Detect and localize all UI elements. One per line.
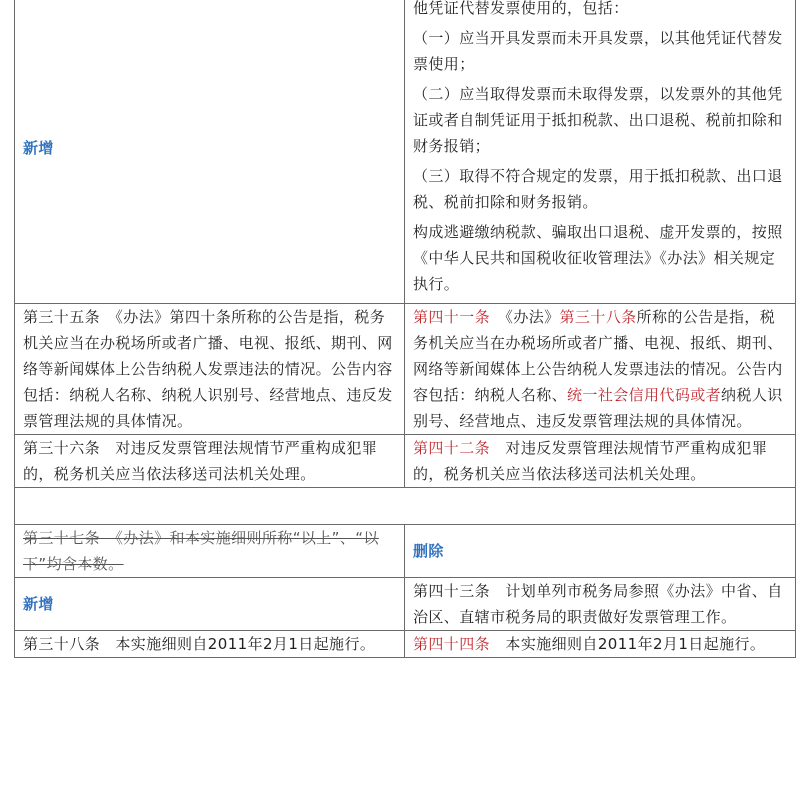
article-text: 第三十六条 对违反发票管理法规情节严重构成犯罪的，税务机关应当依法移送司法机关处理。 (23, 439, 378, 483)
right-cell (405, 435, 796, 488)
deleted-article-text: 第三十七条 《办法》和本实施细则所称“以上”、“以下”均含本数。 (23, 529, 379, 573)
article-text: 《办法》 (490, 308, 560, 326)
changed-text: 第三十八条 (559, 308, 637, 326)
article-text: 纳税人识别号、经营地点、违反发票管理法规的具体情况。 (413, 386, 783, 430)
table-row (15, 631, 796, 658)
left-cell (15, 435, 405, 488)
left-cell (15, 631, 405, 658)
article-text: 所称的公告是指，税务机关应当在办税场所或者广播、电视、报纸、期刊、网络等新闻媒体上公告纳税人发票违法的情况。公告内容包括：纳税人名称、 (413, 308, 783, 404)
left-cell (15, 304, 405, 435)
table-row (15, 0, 796, 304)
right-cell (405, 304, 796, 435)
right-cell (405, 578, 796, 631)
article-text: 本实施细则自2011年2月1日起施行。 (490, 635, 766, 653)
right-cell (405, 631, 796, 658)
deleted-label: 删除 (413, 542, 444, 560)
paragraph: （二）应当取得发票而未取得发票，以发票外的其他凭证或者自制凭证用于抵扣税款、出口退税、税前扣除和财务报销； (413, 85, 783, 155)
table-row (15, 488, 796, 525)
chapter-heading (15, 488, 796, 525)
article-text: 对违反发票管理法规情节严重构成犯罪的，税务机关应当依法移送司法机关处理。 (413, 439, 768, 483)
new-label: 新增 (23, 595, 54, 613)
article-number: 第四十一条 (413, 308, 491, 326)
table-row (15, 435, 796, 488)
table-row (15, 578, 796, 631)
new-label: 新增 (23, 139, 54, 157)
paragraph: （三）取得不符合规定的发票，用于抵扣税款、出口退税、税前扣除和财务报销。 (413, 167, 783, 211)
article-text: 第三十八条 本实施细则自2011年2月1日起施行。 (23, 635, 376, 653)
right-cell (405, 0, 796, 304)
comparison-table (14, 0, 796, 658)
article-text: 第四十三条 计划单列市税务局参照《办法》中省、自治区、直辖市税务局的职责做好发票管理工作。 (413, 582, 783, 626)
right-cell (405, 525, 796, 578)
paragraph: 构成逃避缴纳税款、骗取出口退税、虚开发票的，按照《中华人民共和国税收征收管理法》《办法》相关规定执行。 (413, 223, 783, 293)
table-row (15, 525, 796, 578)
left-cell (15, 525, 405, 578)
left-cell (15, 0, 405, 304)
changed-text: 统一社会信用代码或者 (567, 386, 722, 404)
left-cell (15, 578, 405, 631)
article-number: 第四十二条 (413, 439, 491, 457)
article-text: 第三十五条 《办法》第四十条所称的公告是指，税务机关应当在办税场所或者广播、电视、报纸、期刊、网络等新闻媒体上公告纳税人发票违法的情况。公告内容包括：纳税人名称、纳税人识别号、经营地点、违反发票管理法规的具体情况。 (23, 308, 393, 430)
paragraph: （一）应当开具发票而未开具发票，以其他凭证代替发票使用； (413, 29, 783, 73)
article-number: 第四十四条 (413, 635, 491, 653)
paragraph: 他凭证代替发票使用的，包括： (413, 0, 629, 17)
table-row (15, 304, 796, 435)
